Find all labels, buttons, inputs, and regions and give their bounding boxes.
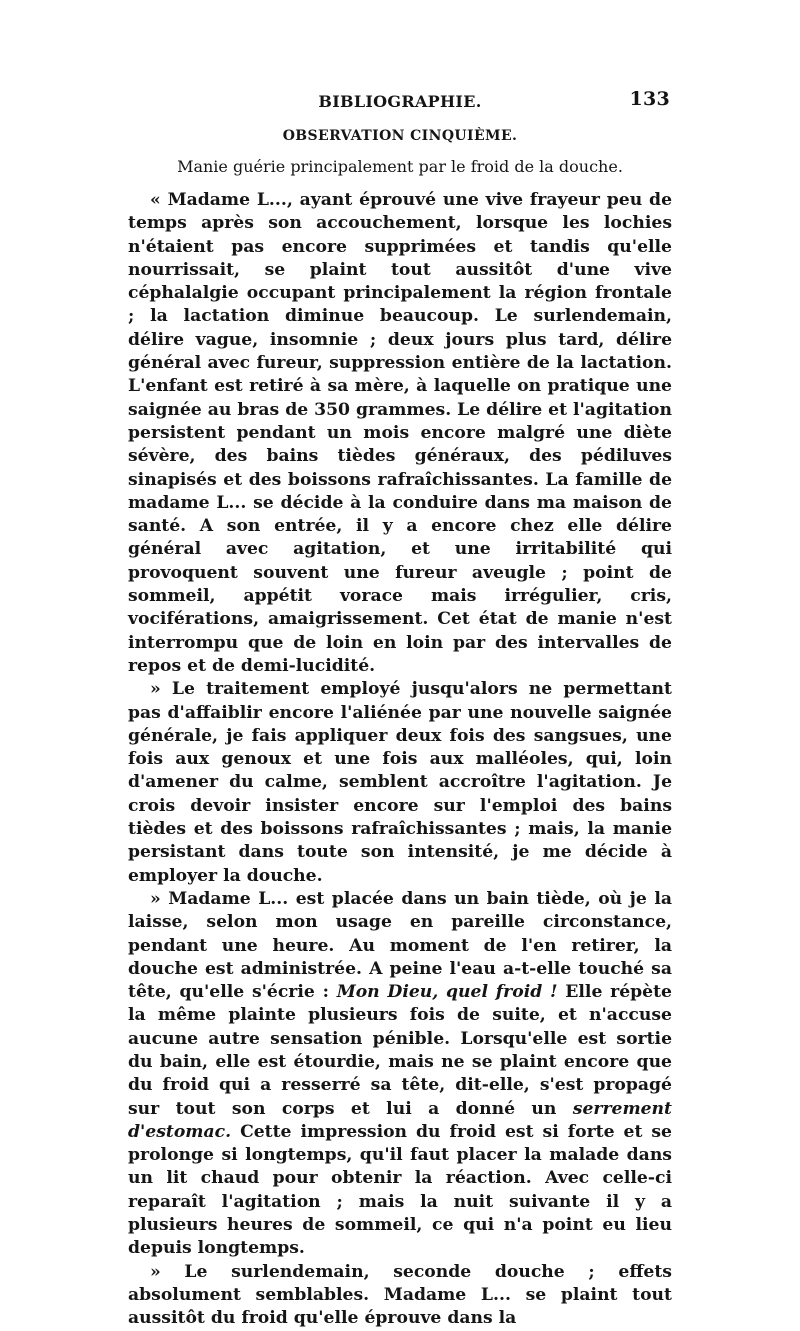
paragraph-3 — [128, 888, 672, 1261]
observation-subtitle: Manie guérie principalement par le froid de la douche. — [177, 157, 623, 176]
observation-heading: OBSERVATION CINQUIÈME. — [282, 128, 518, 144]
page-number: 133 — [629, 88, 670, 110]
symptom-italic: serrement d'estomac. — [128, 1098, 672, 1142]
paragraph-3-text-a: » Madame L... est placée dans un bain tiède, où je la laisse, selon mon usage en pareille circonstance, pendant une heure. Au moment de l'en retirer, la douche est administrée. A peine l'eau a-t-elle touché sa tête, qu'elle s'écrie : — [128, 888, 672, 1003]
book-page — [128, 86, 672, 1331]
paragraph-3-text-b: Elle répète la même plainte plusieurs fois de suite, et n'accuse aucune autre sensation pénible. Lorsqu'elle est sortie du bain, elle est étourdie, mais ne se plaint encore que du froid qui a resserré sa tête, dit-elle, s'est propagé sur tout son corps et lui a donné un — [128, 982, 672, 1119]
body-text — [128, 189, 672, 1331]
running-title: BIBLIOGRAPHIE. — [318, 92, 482, 111]
paragraph-1: « Madame L..., ayant éprouvé une vive frayeur peu de temps après son accouchement, lorsque les lochies n'étaient pas encore supprimées et tandis qu'elle nourrissait, se plaint tout aussitôt d'une vive céphalalgie occupant principalement la région frontale ; la lactation diminue beaucoup. Le surlendemain, délire vague, insomnie ; deux jours plus tard, délire général avec fureur, suppression entière de la lactation. L'enfant est retiré à sa mère, à laquelle on pratique une saignée au bras de 350 grammes. Le délire et l'agitation persistent pendant un mois encore malgré une diète sévère, des bains tièdes généraux, des pédiluves sinapisés et des boissons rafraîchissantes. La famille de madame L... se décide à la conduire dans ma maison de santé. A son entrée, il y a encore chez elle délire général avec agitation, et une irritabilité qui provoquent souvent une fureur aveugle ; point de sommeil, appétit vorace mais irrégulier, cris, vociférations, amaigrissement. Cet état de manie n'est interrompu que de loin en loin par des intervalles de repos et de demi-lucidité. — [128, 190, 672, 676]
paragraph-4: » Le surlendemain, seconde douche ; effets absolument semblables. Madame L... se plaint tout aussitôt du froid qu'elle éprouve dans la — [128, 1261, 672, 1329]
paragraph-3-text-c: Cette impression du froid est si forte et se prolonge si longtemps, qu'il faut placer la malade dans un lit chaud pour obtenir la réaction. Avec celle-ci reparaît l'agitation ; mais la nuit suivante il y a plusieurs heures de sommeil, ce qui n'a point eu lieu depuis longtemps. — [128, 1121, 672, 1259]
paragraph-2: » Le traitement employé jusqu'alors ne permettant pas d'affaiblir encore l'aliénée par une nouvelle saignée générale, je fais appliquer deux fois des sangsues, une fois aux genoux et une fois aux malléoles, qui, loin d'amener du calme, semblent accroître l'agitation. Je crois devoir insister encore sur l'emploi des bains tièdes et des boissons rafraîchissantes ; mais, la manie persistant dans toute son intensité, je me décide à employer la douche. — [128, 679, 672, 886]
running-header — [128, 86, 672, 116]
exclamation-italic: Mon Dieu, quel froid ! — [336, 982, 558, 1003]
